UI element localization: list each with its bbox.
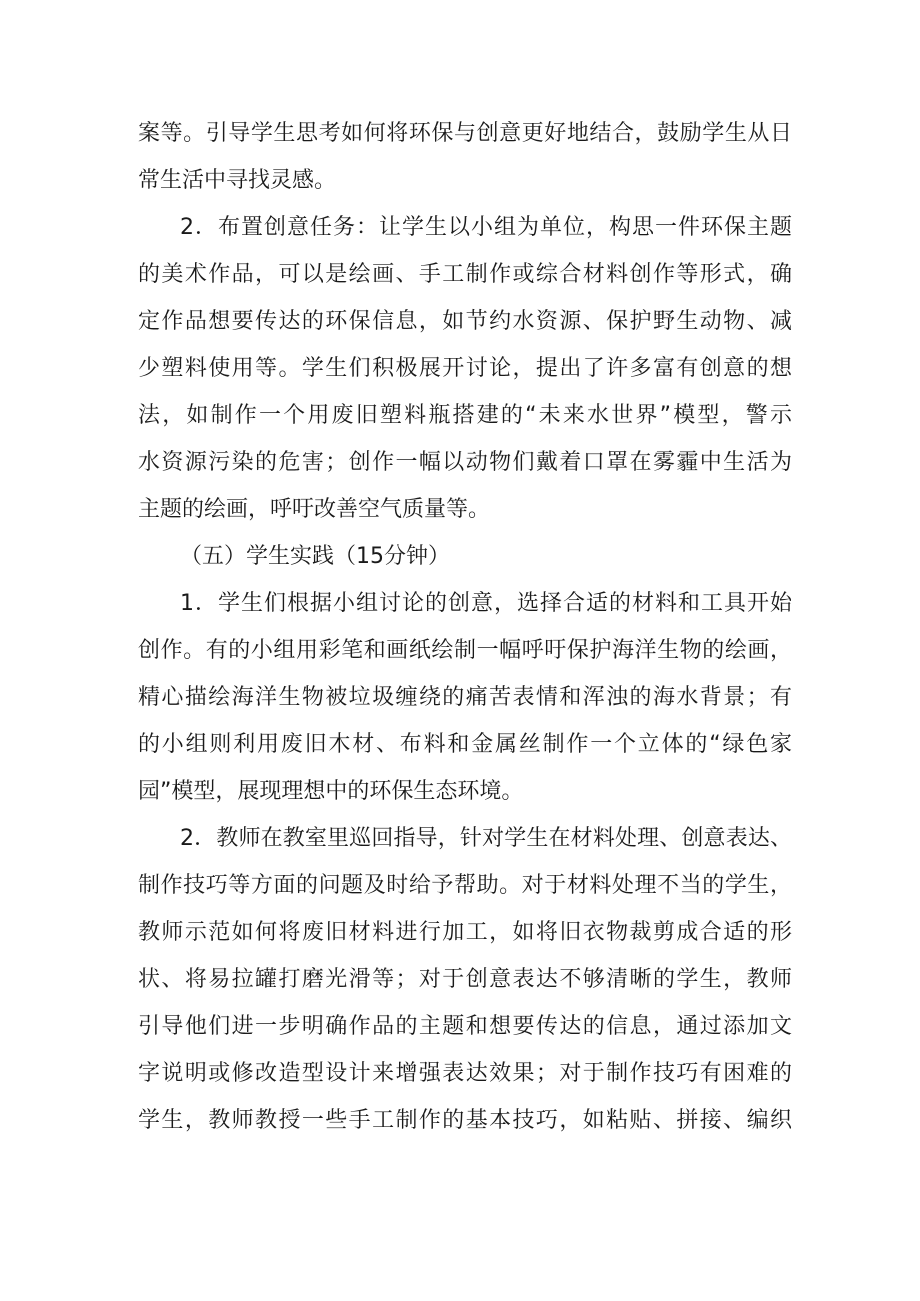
text-line: 案等。引导学生思考如何将环保与创意更好地结合，鼓励学生从日 [138,121,793,146]
text-line: 教师示范如何将废旧材料进行加工，如将旧衣物裁剪成合适的形 [138,920,794,945]
text-line: 水资源污染的危害；创作一幅以动物们戴着口罩在雾霾中生活为 [138,450,794,475]
text-line: 定作品想要传达的环保信息，如节约水资源、保护野生动物、减 [138,309,794,334]
text-line: 精心描绘海洋生物被垃圾缠绕的痛苦表情和浑浊的海水背景；有 [138,685,794,710]
text-line: 主题的绘画，呼吁改善空气质量等。 [138,497,491,522]
text-line: 的小组则利用废旧木材、布料和金属丝制作一个立体的“绿色家 [138,732,794,757]
text-line: 1．学生们根据小组讨论的创意，选择合适的材料和工具开始 [180,591,793,616]
text-line: 制作技巧等方面的问题及时给予帮助。对于材料处理不当的学生， [138,873,793,898]
text-line: 引导他们进一步明确作品的主题和想要传达的信息，通过添加文 [138,1014,794,1039]
text-line: 字说明或修改造型设计来增强表达效果；对于制作技巧有困难的 [138,1061,794,1086]
text-line: 法，如制作一个用废旧塑料瓶搭建的“未来水世界”模型，警示 [138,403,795,428]
section-heading: （五）学生实践（15分钟） [180,544,450,569]
text-line: 少塑料使用等。学生们积极展开讨论，提出了许多富有创意的想 [138,356,794,381]
text-line: 园”模型，展现理想中的环保生态环境。 [138,779,524,804]
text-line: 的美术作品，可以是绘画、手工制作或综合材料创作等形式，确 [138,262,794,287]
text-line: 常生活中寻找灵感。 [138,168,337,193]
text-line: 2．布置创意任务：让学生以小组为单位，构思一件环保主题 [180,215,793,240]
text-line: 创作。有的小组用彩笔和画纸绘制一幅呼吁保护海洋生物的绘画， [138,638,793,663]
text-line: 学生，教师教授一些手工制作的基本技巧，如粘贴、拼接、编织 [138,1108,794,1133]
text-line: 状、将易拉罐打磨光滑等；对于创意表达不够清晰的学生，教师 [138,967,794,992]
text-line: 2．教师在教室里巡回指导，针对学生在材料处理、创意表达、 [180,826,793,851]
